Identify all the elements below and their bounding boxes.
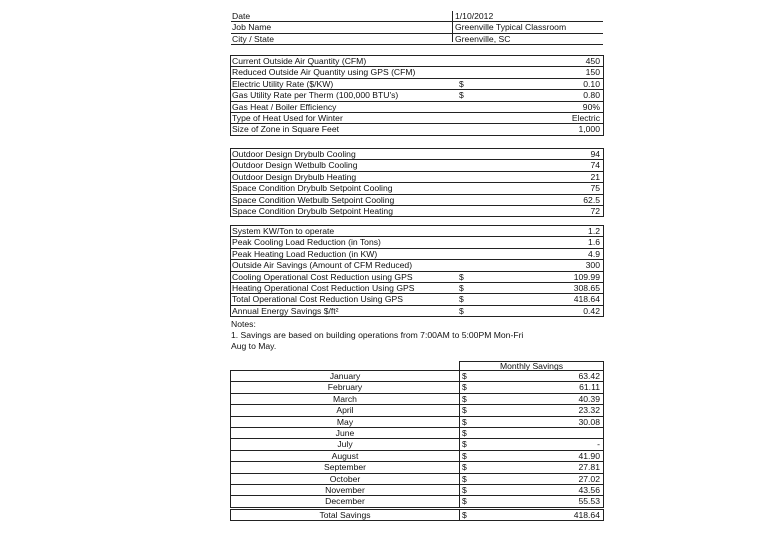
result-row <box>231 249 603 260</box>
total-value: 418.64 <box>573 510 600 520</box>
month-unit: $ <box>459 485 474 495</box>
header-value: Greenville, SC <box>455 33 511 44</box>
design-label: Space Condition Drybulb Setpoint Cooling <box>232 183 393 194</box>
result-row <box>231 306 603 316</box>
month-unit: $ <box>459 417 474 427</box>
header-label: City / State <box>232 33 275 44</box>
inputs-table <box>230 55 604 136</box>
input-value: 450 <box>585 56 600 66</box>
input-label: Gas Utility Rate per Therm (100,000 BTU's) <box>232 90 399 101</box>
month-name: October <box>329 473 361 484</box>
result-label: Peak Cooling Load Reduction (in Tons) <box>232 237 381 248</box>
month-unit: $ <box>459 496 474 506</box>
header-label: Date <box>232 11 251 21</box>
design-value: 75 <box>590 183 600 194</box>
design-label: Outdoor Design Drybulb Heating <box>232 171 357 182</box>
month-name: December <box>325 496 365 507</box>
month-unit: $ <box>459 394 474 404</box>
design-label: Outdoor Design Wetbulb Cooling <box>232 160 358 171</box>
month-value: 41.90 <box>578 450 600 461</box>
design-value: 74 <box>590 160 600 171</box>
result-unit: $ <box>459 282 464 293</box>
design-value: 72 <box>590 205 600 216</box>
result-unit: $ <box>459 294 464 305</box>
month-name: November <box>325 484 365 495</box>
result-row <box>231 283 603 294</box>
design-row <box>231 172 603 183</box>
header-value: 1/10/2012 <box>455 11 494 21</box>
month-unit: $ <box>459 462 474 472</box>
month-row <box>231 439 603 450</box>
input-unit: $ <box>459 78 464 89</box>
result-row <box>231 294 603 305</box>
input-label: Type of Heat Used for Winter <box>232 112 343 123</box>
input-row <box>231 102 603 113</box>
month-unit: $ <box>459 428 474 438</box>
header-table <box>231 11 603 45</box>
input-unit: $ <box>459 90 464 101</box>
result-label: System KW/Ton to operate <box>232 226 335 236</box>
month-name: January <box>329 371 361 381</box>
month-row <box>231 428 603 439</box>
month-row <box>231 451 603 462</box>
notes <box>231 319 523 352</box>
month-name: September <box>323 462 367 473</box>
result-value: 300 <box>585 260 600 271</box>
result-value: 308.65 <box>573 282 600 293</box>
monthly-header-label: Monthly Savings <box>499 361 564 371</box>
design-row <box>231 206 603 216</box>
month-row <box>231 417 603 428</box>
month-row <box>231 474 603 485</box>
month-row <box>231 462 603 473</box>
result-label: Outside Air Savings (Amount of CFM Reduced) <box>232 260 413 271</box>
month-unit: $ <box>459 405 474 415</box>
month-row <box>231 394 603 405</box>
month-name: August <box>331 450 359 461</box>
result-unit: $ <box>459 305 464 316</box>
month-value: 27.81 <box>578 462 600 473</box>
month-value: 30.08 <box>578 416 600 427</box>
total-label: Total Savings <box>319 510 371 520</box>
input-value: 150 <box>585 67 600 78</box>
result-value: 1.2 <box>588 226 600 236</box>
header-row-date <box>231 11 603 21</box>
notes-line: 1. Savings are based on building operations from 7:00AM to 5:00PM Mon-Fri <box>231 330 524 340</box>
month-unit: $ <box>459 439 474 449</box>
result-value: 0.42 <box>583 305 600 316</box>
input-row <box>231 56 603 67</box>
month-name: February <box>327 382 363 393</box>
result-label: Annual Energy Savings $/ft² <box>232 305 339 316</box>
result-value: 418.64 <box>573 294 600 305</box>
input-label: Reduced Outside Air Quantity using GPS (CFM) <box>232 67 416 78</box>
month-name: March <box>333 393 357 404</box>
result-row <box>231 260 603 271</box>
month-row <box>231 485 603 496</box>
month-unit: $ <box>459 371 474 381</box>
header-divider <box>452 11 453 42</box>
month-row <box>231 496 603 506</box>
design-label: Outdoor Design Drybulb Cooling <box>232 149 356 159</box>
month-name: June <box>335 427 355 438</box>
month-name: July <box>337 439 353 450</box>
design-value: 94 <box>590 149 600 159</box>
input-value: 0.10 <box>583 78 600 89</box>
month-unit: $ <box>459 451 474 461</box>
design-row <box>231 195 603 206</box>
total-unit: $ <box>459 510 474 520</box>
notes-title: Notes: <box>231 319 256 329</box>
month-value: 23.32 <box>578 405 600 416</box>
month-unit: $ <box>459 382 474 392</box>
month-row <box>231 405 603 416</box>
month-value: 61.11 <box>579 382 600 393</box>
result-value: 1.6 <box>588 237 600 248</box>
result-value: 109.99 <box>573 271 600 282</box>
input-row <box>231 79 603 90</box>
result-label: Total Operational Cost Reduction Using GPS <box>232 294 404 305</box>
input-row <box>231 90 603 101</box>
result-label: Peak Heating Load Reduction (in KW) <box>232 248 378 259</box>
month-name: May <box>336 416 354 427</box>
result-label: Cooling Operational Cost Reduction using GPS <box>232 271 413 282</box>
notes-line: Aug to May. <box>231 341 277 351</box>
result-unit: $ <box>459 271 464 282</box>
input-value: 1,000 <box>578 124 600 135</box>
input-value: 0.80 <box>583 90 600 101</box>
month-value: - <box>597 439 600 450</box>
input-row <box>231 67 603 78</box>
month-value: 27.02 <box>578 473 600 484</box>
total-savings-row <box>230 509 604 521</box>
result-row <box>231 272 603 283</box>
month-row <box>231 371 603 382</box>
input-value: Electric <box>571 112 600 123</box>
input-value: 90% <box>582 101 600 112</box>
input-label: Gas Heat / Boiler Efficiency <box>232 101 337 112</box>
header-label: Job Name <box>232 22 272 33</box>
total-row <box>231 510 603 520</box>
monthly-table <box>230 370 604 508</box>
design-row <box>231 149 603 160</box>
design-label: Space Condition Wetbulb Setpoint Cooling <box>232 194 395 205</box>
header-row-job <box>231 21 603 32</box>
header-row-city <box>231 33 603 45</box>
header-value: Greenville Typical Classroom <box>455 22 567 33</box>
results-table <box>230 225 604 317</box>
input-label: Electric Utility Rate ($/KW) <box>232 78 334 89</box>
month-value: 55.53 <box>578 496 600 507</box>
result-value: 4.9 <box>588 248 600 259</box>
month-value: 43.56 <box>578 484 600 495</box>
input-label: Size of Zone in Square Feet <box>232 124 340 135</box>
month-value: 40.39 <box>578 393 600 404</box>
month-name: April <box>336 405 354 416</box>
month-row <box>231 382 603 393</box>
design-row <box>231 160 603 171</box>
input-label: Current Outside Air Quantity (CFM) <box>232 56 367 66</box>
result-label: Heating Operational Cost Reduction Using GPS <box>232 282 415 293</box>
input-row <box>231 124 603 134</box>
month-value: 63.42 <box>578 371 600 381</box>
design-value: 21 <box>590 171 600 182</box>
design-row <box>231 183 603 194</box>
design-label: Space Condition Drybulb Setpoint Heating <box>232 205 393 216</box>
design-table <box>230 148 604 217</box>
design-value: 62.5 <box>583 194 600 205</box>
month-unit: $ <box>459 474 474 484</box>
result-row <box>231 237 603 248</box>
result-row <box>231 226 603 237</box>
input-row <box>231 113 603 124</box>
